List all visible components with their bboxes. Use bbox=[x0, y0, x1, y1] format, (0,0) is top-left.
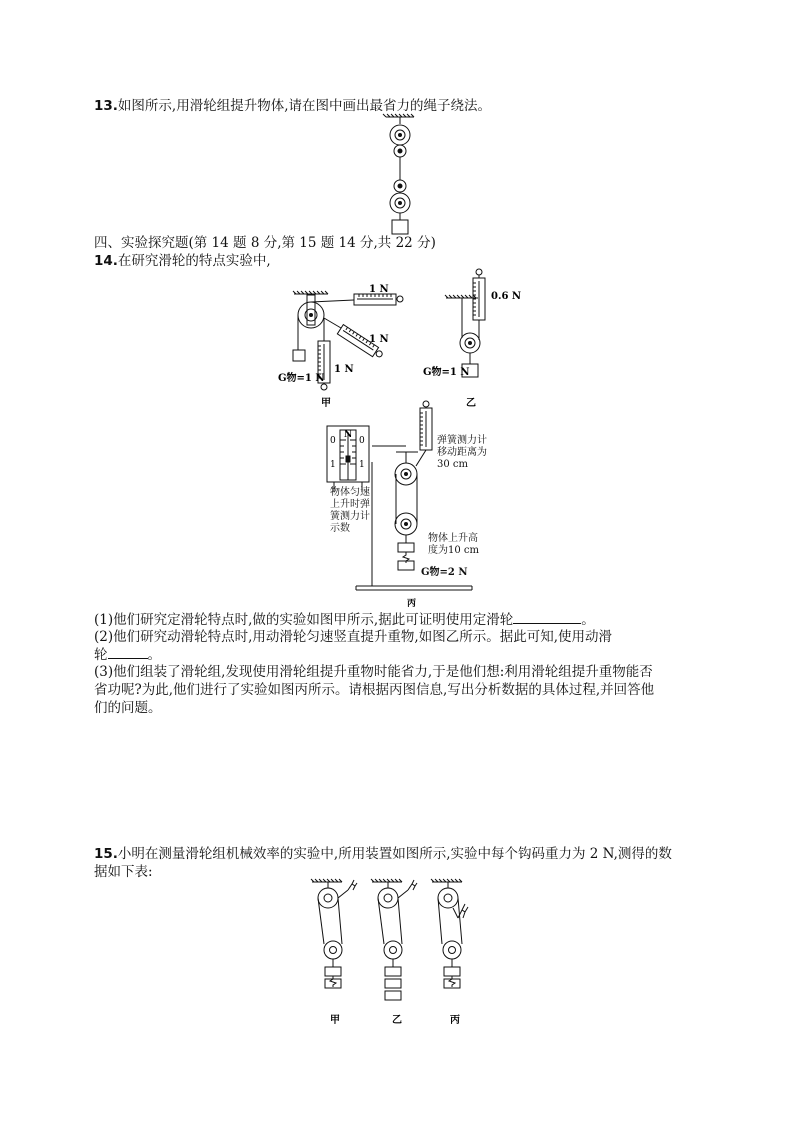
section4-heading: 四、实验探究题(第 14 题 8 分,第 15 题 14 分,共 22 分) bbox=[94, 235, 436, 251]
q13-pulley-figure bbox=[380, 114, 420, 234]
q14-sub1 bbox=[94, 610, 595, 629]
bing-scale-zero-left: 0 bbox=[330, 436, 336, 446]
q13-text bbox=[94, 97, 491, 115]
q13-body: 如图所示,用滑轮组提升物体,请在图中画出最省力的绳子绕法。 bbox=[117, 98, 492, 114]
q15-figures bbox=[308, 878, 488, 1028]
q14-sub3-line1: (3)他们组装了滑轮组,发现使用滑轮组提升重物时能省力,于是他们想:利用滑轮组提升重物能否 bbox=[94, 664, 653, 680]
q14-sub2-blank[interactable] bbox=[108, 645, 148, 659]
bing-scale-unit: N bbox=[344, 430, 353, 440]
q14-sub1-end: 。 bbox=[581, 612, 595, 628]
q14-intro bbox=[94, 252, 271, 270]
q14-sub2-end: 。 bbox=[147, 647, 161, 663]
q15-line2: 据如下表: bbox=[94, 864, 153, 880]
yi-weight-label: G物=1 N bbox=[423, 367, 470, 378]
jia-slant-reading: 1 N bbox=[369, 334, 389, 345]
yi-caption: 乙 bbox=[466, 398, 476, 409]
q15-caption-yi: 乙 bbox=[392, 1015, 402, 1026]
figure-yi bbox=[420, 268, 530, 408]
bing-scale-note: 物体匀速上升时弹簧测力计示数 bbox=[330, 487, 370, 534]
q15-line1 bbox=[94, 845, 672, 863]
q15-number: 15. bbox=[94, 846, 118, 862]
q15-caption-bing: 丙 bbox=[450, 1015, 460, 1026]
q14-sub1-text: (1)他们研究定滑轮特点时,做的实验如图甲所示,据此可证明使用定滑轮 bbox=[94, 612, 514, 628]
jia-caption: 甲 bbox=[321, 398, 331, 409]
q14-number: 14. bbox=[94, 253, 118, 269]
q14-sub2-line1: (2)他们研究动滑轮特点时,用动滑轮匀速竖直提升重物,如图乙所示。据此可知,使用动滑 bbox=[94, 629, 612, 645]
bing-meter-note: 弹簧测力计移动距离为30 cm bbox=[437, 435, 487, 470]
q15-caption-jia: 甲 bbox=[330, 1015, 340, 1026]
q15-text-a: 小明在测量滑轮组机械效率的实验中,所用装置如图所示,实验中每个钩码重力为 2 N,测得的数 bbox=[117, 846, 672, 862]
jia-weight-label: G物=1 N bbox=[278, 373, 325, 384]
bing-scale-one-left: 1 bbox=[330, 460, 336, 470]
q14-sub2-lun: 轮 bbox=[94, 647, 108, 663]
q13-number: 13. bbox=[94, 98, 118, 114]
figure-jia bbox=[276, 278, 416, 408]
bing-scale-zero-right: 0 bbox=[359, 436, 365, 446]
bing-scale-one-right: 1 bbox=[359, 460, 365, 470]
q14-sub1-blank[interactable] bbox=[513, 610, 581, 624]
bing-caption: 丙 bbox=[407, 599, 417, 609]
q14-sub3-line2: 省功呢?为此,他们进行了实验如图丙所示。请根据丙图信息,写出分析数据的具体过程,并回答他 bbox=[94, 682, 655, 698]
jia-vertical-reading: 1 N bbox=[334, 364, 354, 375]
bing-weight-label: G物=2 N bbox=[421, 567, 468, 578]
bing-lift-note: 物体上升高度为10 cm bbox=[428, 533, 479, 556]
jia-top-reading: 1 N bbox=[369, 284, 389, 295]
yi-reading: 0.6 N bbox=[491, 291, 522, 302]
q14-sub3-line3: 们的问题。 bbox=[94, 700, 162, 716]
q14-intro-text: 在研究滑轮的特点实验中, bbox=[117, 253, 271, 269]
q14-sub2-line2 bbox=[94, 645, 161, 664]
